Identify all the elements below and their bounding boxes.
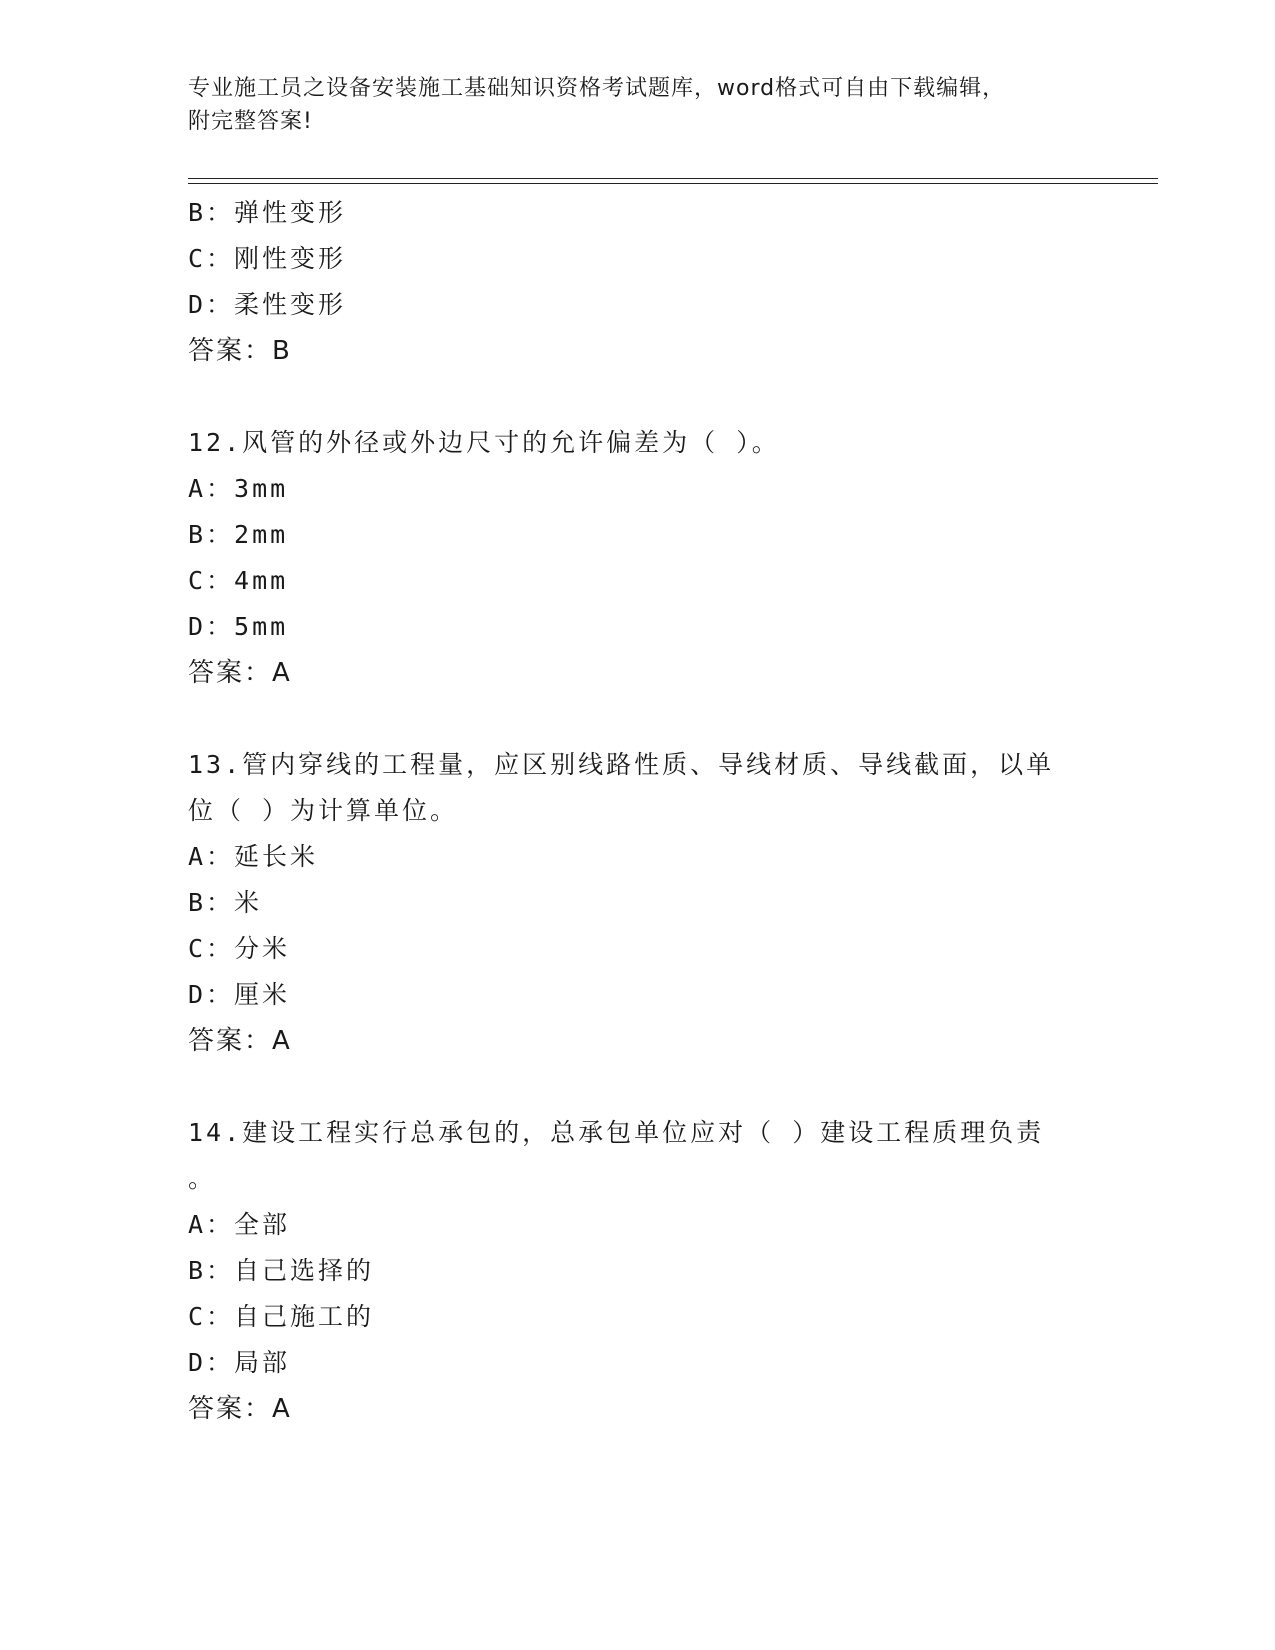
question-block-14 [188,1110,1088,1432]
question-stem-line: 。 [188,1164,217,1193]
document-header [188,72,1088,138]
option-a: A：延长米 [188,842,319,871]
answer-line: 答案：A [188,1026,292,1056]
spacer [188,696,1088,742]
question-block-12 [188,420,1088,696]
option-b: B：米 [188,888,263,917]
option-d: D：局部 [188,1348,291,1377]
question-block-13 [188,742,1088,1064]
option-b: B：2mm [188,520,289,549]
option-d: D：厘米 [188,980,291,1009]
option-a: A：3mm [188,474,289,503]
header-divider-top [188,178,1158,179]
option-b: B：自己选择的 [188,1256,375,1285]
question-stem-line: 14.建设工程实行总承包的，总承包单位应对（ ）建设工程质理负责 [188,1118,1045,1147]
question-block-11-continued [188,190,1088,374]
header-divider-bottom [188,183,1158,184]
option-b: B：弹性变形 [188,198,347,227]
question-list [188,190,1088,1432]
answer-line: 答案：B [188,336,292,366]
option-c: C：分米 [188,934,291,963]
question-stem-line: 13.管内穿线的工程量，应区别线路性质、导线材质、导线截面，以单 [188,750,1055,779]
header-line-1: 专业施工员之设备安装施工基础知识资格考试题库，word格式可自由下载编辑， [188,76,1006,101]
question-stem-line: 12.风管的外径或外边尺寸的允许偏差为（ ）。 [188,428,780,457]
answer-line: 答案：A [188,1394,292,1424]
option-c: C：自己施工的 [188,1302,375,1331]
question-stem-line: 位（ ）为计算单位。 [188,796,459,825]
option-c: C：4mm [188,566,289,595]
option-d: D：5mm [188,612,289,641]
spacer [188,1064,1088,1110]
option-d: D：柔性变形 [188,290,347,319]
header-line-2: 附完整答案! [188,109,313,134]
spacer [188,374,1088,420]
answer-line: 答案：A [188,658,292,688]
option-a: A：全部 [188,1210,291,1239]
option-c: C：刚性变形 [188,244,347,273]
